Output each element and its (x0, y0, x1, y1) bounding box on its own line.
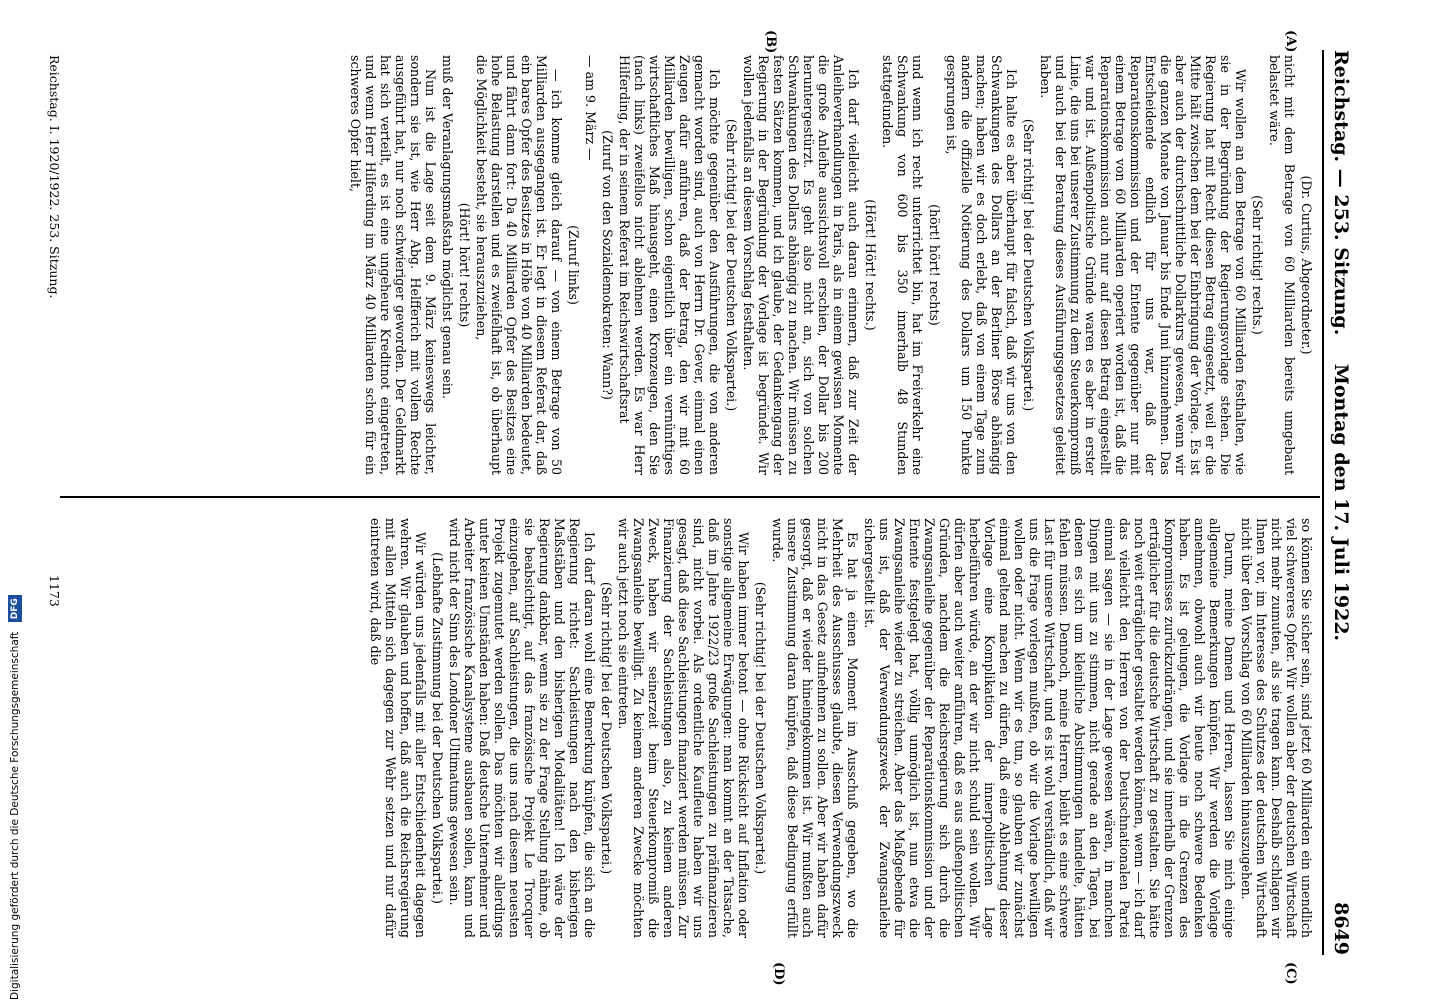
paragraph: Ich darf vielleicht auch daran erinnern, daß zur Zeit der Anleiheverhandlungen in Paris, als in einem gewissen Momente die große Anleihe aussichtsvoll erschien, der Dollar bis 200 heruntergestürzt. Es geht also nicht an, sich von solchen Schwankungen des Dollars abhängig zu machen. Wir müssen zu festen Sätzen kommen, und ich glaube, der Gedankengang der Regierung in der Begründung der Vorlage ist begründet. Wir wollen jedenfalls an diesem Vorschlag festhalten. (741, 55, 861, 475)
paragraph: Ich möchte gegenüber den Ausführungen, die von anderen gemacht worden sind, auch von Herrn Dr. Gever, einmal einen Zeugen dafür anführen, daß der Betrag, den wir mit 60 Milliarden bewilligen, schon eigentlich über ein vernünftiges wirtschaftliches Maß hinausgeht, einen Kronzeugen, den Sie (nach links) zweifellos nicht ablehnen werden. Es war Herr Hilferding, der in seinem Referat im Reichswirtschaftsrat (617, 55, 722, 475)
paragraph: nicht mit dem Betrage von 60 Milliarden bereits umgebaut belastet wäre. (1267, 55, 1297, 475)
side-credit (0, 0, 32, 1000)
margin-letter-a: (A) (1283, 30, 1298, 53)
header-rule (1322, 50, 1324, 955)
paragraph: Nun ist die Lage seit dem 9. März keineswegs leichter, sondern sie ist, wie Herr Abg. Helfferich mit vollem Rechte ausgeführt hat, nur noch schwieriger geworden. Der Geldmarkt hat sich verteilt, es ist eine ungeheure Kreditnot eingetreten, und wenn Herr Hilferding im März 40 Milliarden schon für ein schweres Opfer hielt, (348, 55, 438, 475)
footer-left: Reichstag. I. 1920/1922. 253. Sitzung. (47, 55, 62, 299)
stage-direction: (hört! hört! rechts) (927, 204, 942, 326)
header-date: Montag den 17. Juli 1922. (1330, 363, 1352, 642)
paragraph: Ich darf daran wohl eine Bemerkung knüpfen, die sich an die Regierung richtet: Sachleistungen nach den bisherigen Maßstäben und den bisherigen Modalitäten! Ich wäre der Regierung dankbar, wenn sie zu der Frage Stellung nähme, ob sie beabsichtigt, auf das französische Projekt Le Trocquer einzugehen, auf Sachleistungen, die uns nach diesem neuesten Projekt zugemutet werden sollen. Das möchten wir allerdings unter keinen Umständen haben: Daß deutsche Unternehmer und Arbeiter französische Kanalsysteme ausbauen sollen, kann und wird nicht der Sinn des Londoner Ultimatums gewesen sein. (447, 518, 597, 938)
dfg-logo: DFG (8, 595, 22, 622)
margin-letter-c: (C) (1283, 962, 1298, 985)
stage-direction: (Hört! Hört! rechts.) (863, 199, 878, 331)
paragraph: Ich halte es aber überhaupt für falsch, daß wir uns von den Schwankungen des Dollars an der Berliner Börse abhängig machen; haben wir es doch erlebt, daß von einem Tage zum andern die offizielle Notierung des Dollars um 150 Punkte gesprungen ist, (944, 55, 1019, 475)
paragraph: und wenn ich recht unterrichtet bin, hat im Freiverkehr eine Schwankung von 600 bis 350 innerhalb 48 Stunden stattgefunden. (880, 55, 925, 475)
stage-direction: (Zuruf links) (566, 225, 581, 305)
paragraph: Darum, meine Damen und Herren, lassen Sie mich einige allgemeine Bemerkungen knüpfen. Wir werden die Vorlage annehmen, obwohl auch wir heute noch schwere Bedenken haben. Es ist gelungen, die Vorlage in die Grenzen des Kompromisses zurückzudrängen, und sie innerhalb der Grenzen erträglicher für die deutsche Wirtschaft zu gestalten. Sie hätte noch weit erträglicher gestaltet werden können, wenn — ich darf das vielleicht den Herren von der Deutschnationalen Partei einmal sagen — sie in der Lage gewesen wären, in manchen Dingen mit uns zu stimmen, nicht gerade an den Tagen, bei denen es sich um kleinliche Abstimmungen handelte, hätten fehlen müssen. Dennoch, meine Herren, bleibt es eine schwere Last für unsere Wirtschaft, und es ist wohl verständlich, daß wir uns die Frage vorlegen mußten, ob wir die Vorlage bewilligen wollen oder nicht. Wenn wir es tun, so glauben wir zunächst einmal geltend machen zu dürfen, daß eine Ablehnung dieser Vorlage eine Komplikation der innerpolitischen Lage herbeiführen würde, an der wir nicht schuld sein wollen. Wir dürfen aber auch weiter anführen, daß es aus außenpolitischen Gründen, nachdem die Reichsregierung sich durch die Zwangsanleihe gegenüber der Reparationskommission und der Entente festgelegt hat, völlig unmöglich ist, nun etwa die Zwangsanleihe wieder zu streichen. Aber das Maßgebende für uns ist, daß der Verwendungszweck der Zwangsanleihe sichergestellt ist. (862, 518, 1237, 938)
paragraph: muß der Veranlagungsmaßstab möglichst genau sein. (440, 55, 455, 399)
stage-direction: (Sehr richtig! bei der Deutschen Volkspartei.) (724, 118, 739, 412)
stage-direction: (Sehr richtig! rechts.) (1250, 195, 1265, 335)
stage-direction: (Hört! hört! rechts) (457, 202, 472, 328)
column-divider (60, 496, 1320, 498)
left-column (346, 55, 1314, 475)
footer-page-number: 1173 (47, 575, 62, 607)
paragraph: Wir wollen an dem Betrage von 60 Milliarden festhalten, wie sie in der Begründung der Regierungsvorlage stehen. Die Regierung hat mit Recht diesen Betrag eingesetzt, weil er die Mitte hält zwischen dem bei der Einbringung der Vorlage. Es ist aber auch der durchschnittliche Dollarkurs gewesen, wenn wir die ganzen Monate von Januar bis Ende Juni hinzunehmen. Das Entscheidende endlich für uns war, daß der Reparationskommission und der Entente gegenüber nur mit einem Betrage von 60 Milliarden operiert worden ist, daß die Reparationskommission auch nur auf diesen Betrag eingestellt war und ist. Außenpolitische Gründe waren es aber in erster Linie, die uns bei unserer Zustimmung zu dem Steuerkompromiß und auch bei der Beratung dieses Ausführungsgesetzes geleitet haben. (1038, 55, 1248, 475)
page-footer (42, 55, 62, 955)
paragraph: Wir würden uns jedenfalls mit aller Entschiedenheit dagegen wehren. Wir glauben und hoffen, daß auch die Reichsregierung mit allen Mitteln sich dagegen zur Wehr setzen und nur dafür eintreten wird, daß die (368, 518, 428, 938)
stage-direction: (Sehr richtig! bei der Deutschen Volkspartei.) (1021, 118, 1036, 412)
margin-letter-d: (D) (771, 962, 786, 986)
stage-direction: (Dr. Curtius, Abgeordneter.) (1299, 175, 1314, 355)
header-left: Reichstag. — 253. Sitzung. (1330, 50, 1352, 336)
stage-direction: (Zuruf von den Sozialdemokraten: Wann?) (600, 130, 615, 400)
stage-direction: (Lebhafte Zustimmung bei der Deutschen Volkspartei.) (430, 552, 445, 904)
page-number: 8649 (1330, 902, 1352, 955)
paragraph: — ich komme gleich darauf — von einem Betrage von 50 Milliarden ausgegangen ist. Er legt in diesem Referat dar, daß ein bares Opfer des Besitzes in Höhe von 40 Milliarden bedeutet, und fährt dann fort: Da 40 Milliarden Opfer des Besitzes eine hohe Belastung darstellen und es zweifelhaft ist, ob überhaupt die Möglichkeit besteht, sie herauszuziehen, (474, 55, 564, 475)
side-credit-text (2, 10, 28, 1000)
right-column (366, 518, 1314, 938)
credit-line: Digitalisierung gefördert durch die Deutsche Forschungsgemeinschaft (9, 631, 21, 1000)
stage-direction: (Sehr richtig! bei der Deutschen Volkspartei.) (599, 581, 614, 875)
stage-direction: (Sehr richtig! bei der Deutschen Volkspartei.) (753, 581, 768, 875)
running-head (1326, 50, 1352, 955)
paragraph: Wir haben immer betont — ohne Rücksicht auf Inflation oder sonstige allgemeine Erwägungen: man kommt an der Tatsache, daß im Jahre 1922/23 große Sachleistungen zu präfinanzieren sind, nicht vorbei. Als ordentliche Kaufleute haben wir uns gesagt, daß diese Sachleistungen finanziert werden müssen. Zur Finanzierung der Sachleistungen also, zu keinem anderen Zweck, haben wir seinerzeit beim Steuerkompromiß die Zwangsanleihe bewilligt. Zu keinem anderen Zwecke möchten wir auch jetzt noch sie eintreten. (616, 518, 751, 938)
margin-letter-b: (B) (763, 30, 778, 54)
paragraph: — am 9. März — (583, 55, 598, 161)
paragraph: Es hat ja einen Moment im Ausschuß gegeben, wo die Mehrheit des Ausschusses glaubte, diesen Verwendungszweck nicht in das Gesetz aufnehmen zu sollen. Aber wir haben dafür gesorgt, daß er wieder hineingekommen ist. Wir mußten auch unsere Zustimmung daran knüpfen, daß diese Bedingung erfüllt wurde. (770, 518, 860, 938)
paragraph: so können Sie sicher sein, sind jetzt 60 Milliarden ein unendlich viel schwereres Opfer. Wir wollen aber der deutschen Wirtschaft nicht mehr zumuten, als sie tragen kann. Deshalb schlagen wir Ihnen vor, im Interesse des Schutzes der deutschen Wirtschaft nicht über den Vorschlag von 60 Milliarden hinauszugehen. (1239, 518, 1314, 938)
